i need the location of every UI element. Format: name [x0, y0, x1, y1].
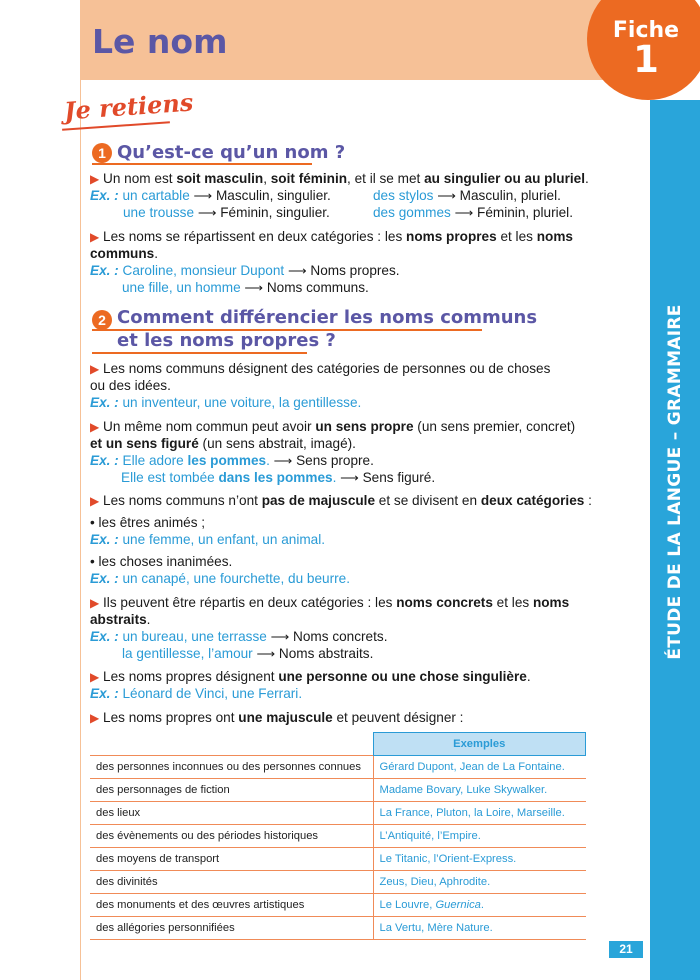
table-row — [90, 825, 586, 848]
arrow-icon: ⟶ — [437, 188, 456, 203]
s2-bullet-2: • les choses inanimées. — [90, 554, 233, 569]
s2-paragraph-6: ▶ Les noms propres ont une majuscule et peuvent désigner : — [90, 710, 464, 725]
table-row — [90, 894, 586, 917]
s1-paragraph-2: ▶ Les noms se répartissent en deux catégories : les noms propres et les noms — [90, 229, 573, 244]
s2-paragraph-2: ▶ Un même nom commun peut avoir un sens propre (un sens premier, concret) — [90, 419, 576, 434]
table-header-row — [90, 733, 586, 756]
section-1-number: 1 — [92, 143, 112, 163]
table-cell-category: des divinités — [90, 871, 373, 894]
s2-example-6: Ex. : Léonard de Vinci, une Ferrari. — [90, 686, 303, 701]
bullet-triangle-icon: ▶ — [90, 494, 100, 508]
table-cell-category: des personnes inconnues ou des personnes connues — [90, 756, 373, 779]
s2-example-4: Ex. : un canapé, une fourchette, du beurre. — [90, 571, 350, 586]
je-retiens-heading: Je retiens — [63, 87, 195, 126]
s2-example-3: Ex. : une femme, un enfant, un animal. — [90, 532, 326, 547]
table-cell-category: des évènements ou des périodes historiques — [90, 825, 373, 848]
table-cell-example: L’Antiquité, l’Empire. — [373, 825, 586, 848]
bullet-triangle-icon: ▶ — [90, 172, 100, 186]
section-2-title-line-2: et les noms propres ? — [117, 330, 336, 351]
s2-paragraph-4: ▶ Ils peuvent être répartis en deux catégories : les noms concrets et les noms — [90, 595, 570, 610]
table-row — [90, 756, 586, 779]
arrow-icon: ⟶ — [454, 205, 474, 220]
page-number: 21 — [609, 941, 643, 958]
s1-example-1-row-1: Ex. : un cartable ⟶ Masculin, singulier. — [90, 188, 331, 203]
side-label: ÉTUDE DE LA LANGUE – GRAMMAIRE — [665, 304, 685, 660]
table-cell-example: Gérard Dupont, Jean de La Fontaine. — [373, 756, 586, 779]
s2-bullet-1: • les êtres animés ; — [90, 515, 206, 530]
table-cell-category: des monuments et des œuvres artistiques — [90, 894, 373, 917]
table-row — [90, 871, 586, 894]
bullet-triangle-icon: ▶ — [90, 670, 100, 684]
arrow-icon: ⟶ — [256, 646, 276, 661]
s1-paragraph-2-line-2: communs. — [90, 246, 158, 261]
arrow-icon: ⟶ — [340, 470, 359, 485]
left-margin-rule — [80, 80, 81, 980]
table-cell-example: Madame Bovary, Luke Skywalker. — [373, 779, 586, 802]
table-cell-category: des lieux — [90, 802, 373, 825]
table-cell-category: des personnages de fiction — [90, 779, 373, 802]
arrow-icon: ⟶ — [287, 263, 307, 278]
table-cell-example: Zeus, Dieu, Aphrodite. — [373, 871, 586, 894]
s2-example-5-row-1: Ex. : un bureau, une terrasse ⟶ Noms concrets. — [90, 629, 388, 644]
table-header-exemples: Exemples — [373, 733, 586, 756]
s2-example-1: Ex. : un inventeur, une voiture, la gentillesse. — [90, 395, 362, 410]
section-2-number: 2 — [92, 310, 112, 330]
fiche-number: 1 — [633, 38, 659, 81]
table-cell-example: La Vertu, Mère Nature. — [373, 917, 586, 940]
s2-example-2-row-2: Elle est tombée dans les pommes. ⟶ Sens figuré. — [121, 470, 436, 485]
fiche-badge — [587, 0, 700, 100]
arrow-icon: ⟶ — [270, 629, 290, 644]
page-title: Le nom — [92, 22, 228, 61]
s2-paragraph-4-line-2: abstraits. — [90, 612, 151, 627]
s2-example-2-row-1: Ex. : Elle adore les pommes. ⟶ Sens propre. — [90, 453, 374, 468]
fiche-word: Fiche — [612, 18, 680, 43]
bullet-triangle-icon: ▶ — [90, 596, 100, 610]
table-cell-example: Le Titanic, l’Orient-Express. — [373, 848, 586, 871]
table-cell-category: des allégories personnifiées — [90, 917, 373, 940]
s1-paragraph-1: ▶ Un nom est soit masculin, soit féminin, et il se met au singulier ou au pluriel. — [90, 171, 589, 186]
s2-paragraph-2-line-2: et un sens figuré (un sens abstrait, imagé). — [90, 436, 356, 451]
section-1-title: Qu’est-ce qu’un nom ? — [117, 142, 346, 163]
table-cell-category: des moyens de transport — [90, 848, 373, 871]
bullet-triangle-icon: ▶ — [90, 362, 100, 376]
section-1-underline — [92, 163, 312, 165]
s1-example-1-row-1-right: des stylos ⟶ Masculin, pluriel. — [373, 188, 561, 203]
arrow-icon: ⟶ — [244, 280, 264, 295]
s2-paragraph-1-line-2: ou des idées. — [90, 378, 171, 393]
table-cell-example: Le Louvre, Guernica. — [373, 894, 586, 917]
s2-example-5-row-2: la gentillesse, l’amour ⟶ Noms abstraits. — [122, 646, 374, 661]
s1-example-2-row-1: Ex. : Caroline, monsieur Dupont ⟶ Noms propres. — [90, 263, 400, 278]
s1-example-1-row-2: une trousse ⟶ Féminin, singulier. — [123, 205, 330, 220]
arrow-icon: ⟶ — [193, 188, 213, 203]
bullet-triangle-icon: ▶ — [90, 711, 100, 725]
arrow-icon: ⟶ — [273, 453, 293, 468]
proper-nouns-table — [90, 732, 586, 940]
bullet-triangle-icon: ▶ — [90, 420, 100, 434]
table-row — [90, 848, 586, 871]
table-row — [90, 802, 586, 825]
table-row — [90, 779, 586, 802]
section-2-title-line-1: Comment différencier les noms communs — [117, 307, 538, 328]
s2-paragraph-5: ▶ Les noms propres désignent une personne ou une chose singulière. — [90, 669, 531, 684]
arrow-icon: ⟶ — [197, 205, 217, 220]
bullet-triangle-icon: ▶ — [90, 230, 100, 244]
section-2-underline-2 — [92, 352, 307, 354]
s2-paragraph-1: ▶ Les noms communs désignent des catégories de personnes ou de choses — [90, 361, 551, 376]
table-row — [90, 917, 586, 940]
table-cell-example: La France, Pluton, la Loire, Marseille. — [373, 802, 586, 825]
s1-example-1-row-2-right: des gommes ⟶ Féminin, pluriel. — [373, 205, 573, 220]
s1-example-2-row-2: une fille, un homme ⟶ Noms communs. — [122, 280, 369, 295]
s2-paragraph-3: ▶ Les noms communs n’ont pas de majuscule et se divisent en deux catégories : — [90, 493, 592, 508]
